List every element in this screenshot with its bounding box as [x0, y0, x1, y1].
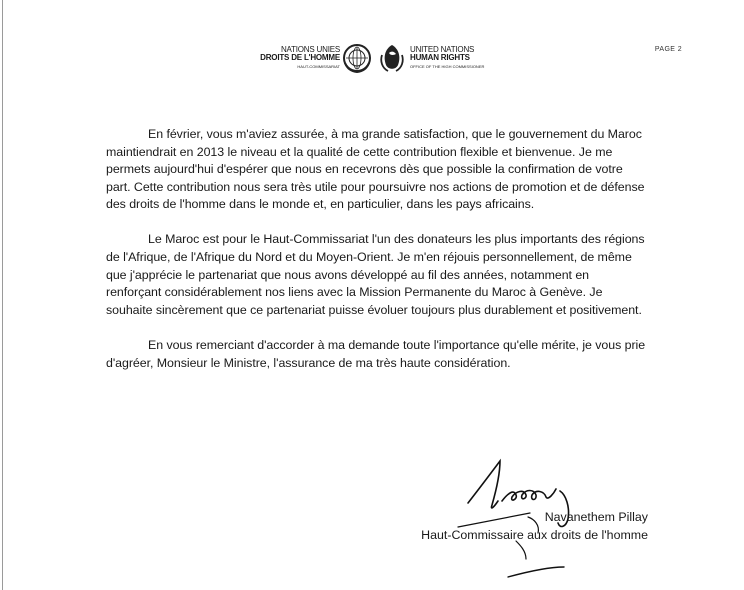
- signatory-title: Haut-Commissaire aux droits de l'homme: [421, 528, 648, 542]
- org-name-en-line1: UNITED NATIONS: [410, 45, 475, 54]
- org-name-fr-line3: HAUT-COMMISSARIAT: [297, 64, 340, 69]
- human-rights-hand-dove-icon: [377, 43, 407, 73]
- signature-block: [388, 508, 648, 544]
- page-edge: [2, 0, 3, 590]
- letterhead-english: [410, 46, 484, 71]
- letterhead-french: [260, 46, 340, 71]
- un-emblem-icon: [342, 43, 372, 73]
- page-number: PAGE 2: [654, 46, 682, 53]
- org-name-fr-line1: NATIONS UNIES: [280, 45, 340, 54]
- org-name-fr-line2: DROITS DE L'HOMME: [260, 53, 340, 62]
- paragraph-3: En vous remerciant d'accorder à ma demande toute l'importance qu'elle mérite, je vous prie d'agréer, Monsieur le Ministre, l'assurance de ma très haute considération.: [106, 337, 646, 370]
- org-name-en-line3: OFFICE OF THE HIGH COMMISSIONER: [410, 64, 485, 69]
- paragraph-1: En février, vous m'aviez assurée, à ma grande satisfaction, que le gouvernement du Maroc maintiendrait en 2013 le niveau et la qualité de cette contribution flexible et bienvenue. Je me permets aujourd'hui d'espérer que nous en recevrons dès que possible la confirmation de votre part. Cette contribution nous sera très utile pour poursuivre nos actions de promotion et de défense des droits de l'homme dans le monde et, en particulier, dans les pays africains.: [106, 127, 645, 212]
- org-name-en-line2: HUMAN RIGHTS: [410, 53, 470, 62]
- letter-body: [106, 126, 646, 390]
- signatory-name: Navanethem Pillay: [544, 510, 648, 524]
- letterhead: [0, 40, 744, 80]
- paragraph-2: Le Maroc est pour le Haut-Commissariat l'un des donateurs les plus importants des régions de l'Afrique, de l'Afrique du Nord et du Moyen-Orient. Je m'en réjouis personnellement, de même que j'apprécie le partenariat que nous avons développé au fil des années, notamment en renforçant considérablement nos liens avec la Mission Permanente du Maroc à Genève. Je souhaite sincèrement que ce partenariat puisse évoluer toujours plus durablement et positivement.: [106, 232, 645, 317]
